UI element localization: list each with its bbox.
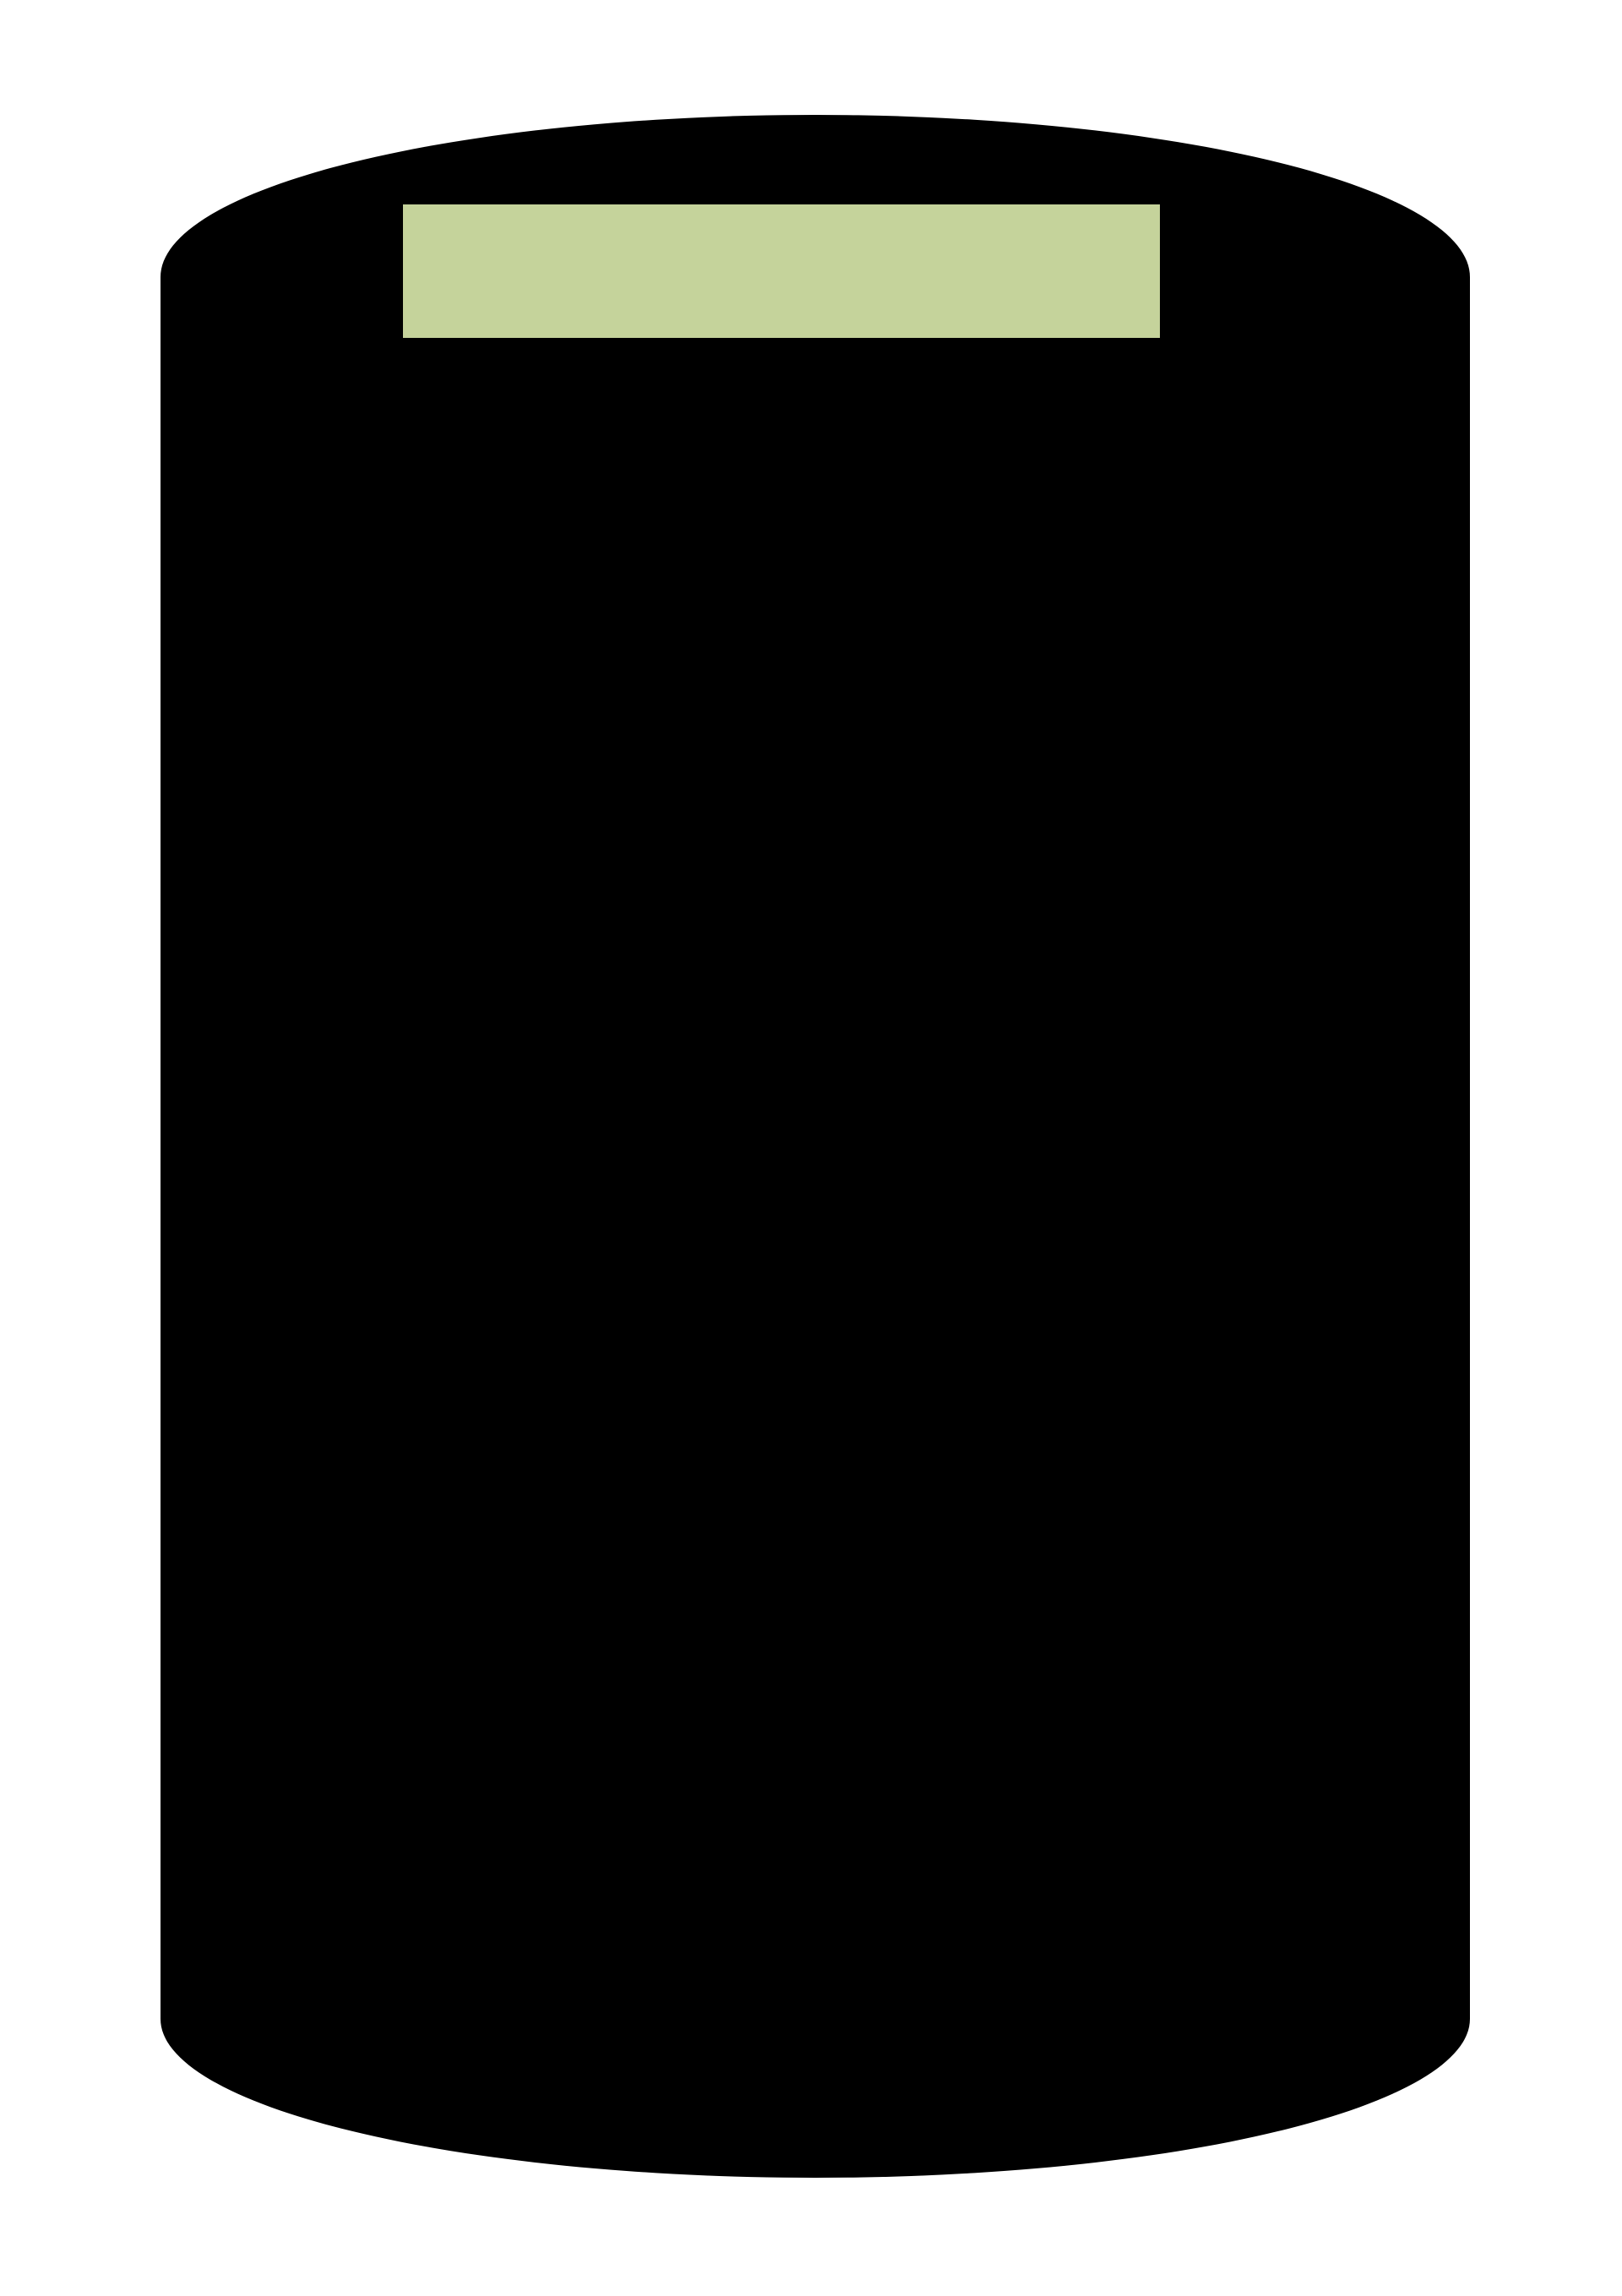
cylinder-body — [161, 277, 1470, 2178]
title-box — [403, 204, 1160, 338]
